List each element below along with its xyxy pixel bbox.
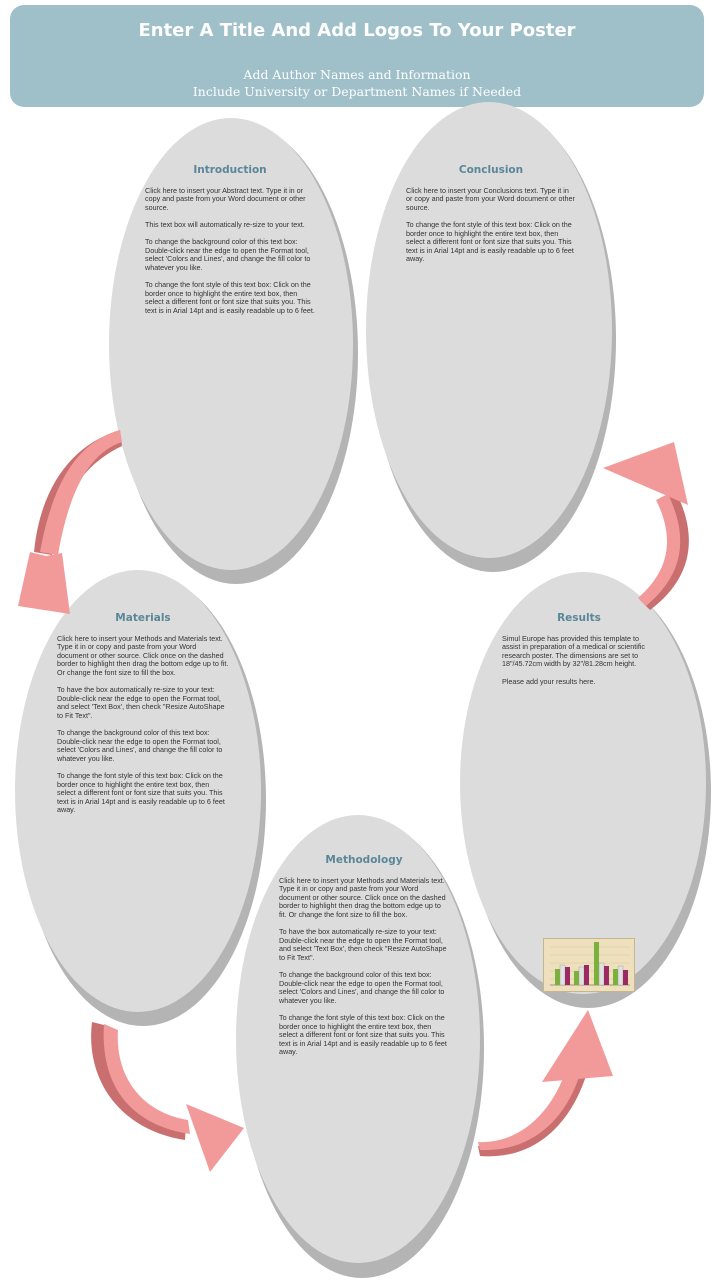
results-heading: Results (557, 612, 601, 624)
materials-paragraph: Click here to insert your Methods and Materials text. Type it in or copy and paste from your Word document or other source. Click once on the dashed border to highlight then drag the bottom edge up to fit. Or change the font size to fill the box. (57, 633, 229, 677)
poster-title[interactable]: Enter A Title And Add Logos To Your Poster (138, 20, 576, 41)
methodology-paragraph: Click here to insert your Methods and Materials text. Type it in or copy and paste from your Word document or other source. Click once on the dashed border to highlight then drag the bottom edge up to fit. Or change the font size to fill the box. (279, 875, 446, 919)
conclusion-heading: Conclusion (458, 164, 524, 176)
introduction-paragraph: To change the background color of this text box: Double-click near the edge to open the Format tool, select 'Colors and Lines', and change the fill color to whatever you like. (145, 237, 311, 272)
results-text-box[interactable] (502, 614, 656, 695)
results-paragraph: Please add your results here. (502, 676, 596, 686)
introduction-heading: Introduction (193, 164, 267, 176)
materials-text-box[interactable] (57, 614, 229, 824)
materials-paragraph: To have the box automatically re-size to your text: Double-click near the edge to open the Format tool, and select 'Text Box', then check "Resize AutoShape to Fit Text". (57, 685, 225, 720)
arrow-methodology-to-results (478, 1010, 613, 1156)
results-chart-image[interactable] (543, 938, 635, 992)
introduction-text-box[interactable] (145, 166, 315, 324)
methodology-paragraph: To change the font style of this text box: Click on the border once to highlight the entire text box, then select a different font or font size that suits you. This text is in Arial 14pt and is easily readable up to 6 feet away. (279, 1013, 447, 1057)
author-names[interactable]: Add Author Names and Information (243, 67, 471, 82)
introduction-paragraph: Click here to insert your Abstract text. Type it in or copy and paste from your Word document or other source. (145, 185, 306, 212)
materials-paragraph: To change the font style of this text box: Click on the border once to highlight the entire text box, then select a different font or font size that suits you. This text is in Arial 14pt and is easily readable up to 6 feet away. (57, 771, 225, 815)
bar-chart-icon (544, 939, 634, 991)
conclusion-paragraph: Click here to insert your Conclusions text. Type it in or copy and paste from your Word document or other source. (406, 185, 575, 212)
results-paragraph: Simul Europe has provided this template to assist in preparation of a medical or scientific research poster. The dimensions are set to 18"/45.72cm width by 32"/81.28cm height. (502, 633, 646, 669)
materials-heading: Materials (115, 612, 171, 624)
conclusion-paragraph: To change the font style of this text box: Click on the border once to highlight the entire text box, then select a different font or font size that suits you. This text is in Arial 14pt and is easily readable up to 6 feet away. (406, 219, 574, 264)
methodology-paragraph: To change the background color of this text box: Double-click near the edge to open the Format tool, select 'Colors and Lines', and change the fill color to whatever you like. (279, 970, 445, 1005)
methodology-text-box[interactable] (279, 856, 449, 1066)
introduction-paragraph: This text box will automatically re-size to your text. (145, 219, 305, 229)
conclusion-text-box[interactable] (406, 166, 576, 273)
institution-names[interactable]: Include University or Department Names if Needed (192, 84, 522, 99)
arrow-materials-to-methodology (91, 1022, 244, 1172)
materials-paragraph: To change the background color of this text box: Double-click near the edge to open the Format tool, select 'Colors and Lines', and change the fill color to whatever you like. (57, 728, 223, 763)
methodology-heading: Methodology (325, 854, 403, 866)
introduction-paragraph: To change the font style of this text box: Click on the border once to highlight the entire text box, then select a different font or font size that suits you. This text is in Arial 14pt and is easily readable up to 6 feet. (145, 280, 315, 315)
methodology-paragraph: To have the box automatically re-size to your text: Double-click near the edge to open the Format tool, and select 'Text Box', then check "Resize AutoShape to Fit Text". (279, 927, 447, 962)
